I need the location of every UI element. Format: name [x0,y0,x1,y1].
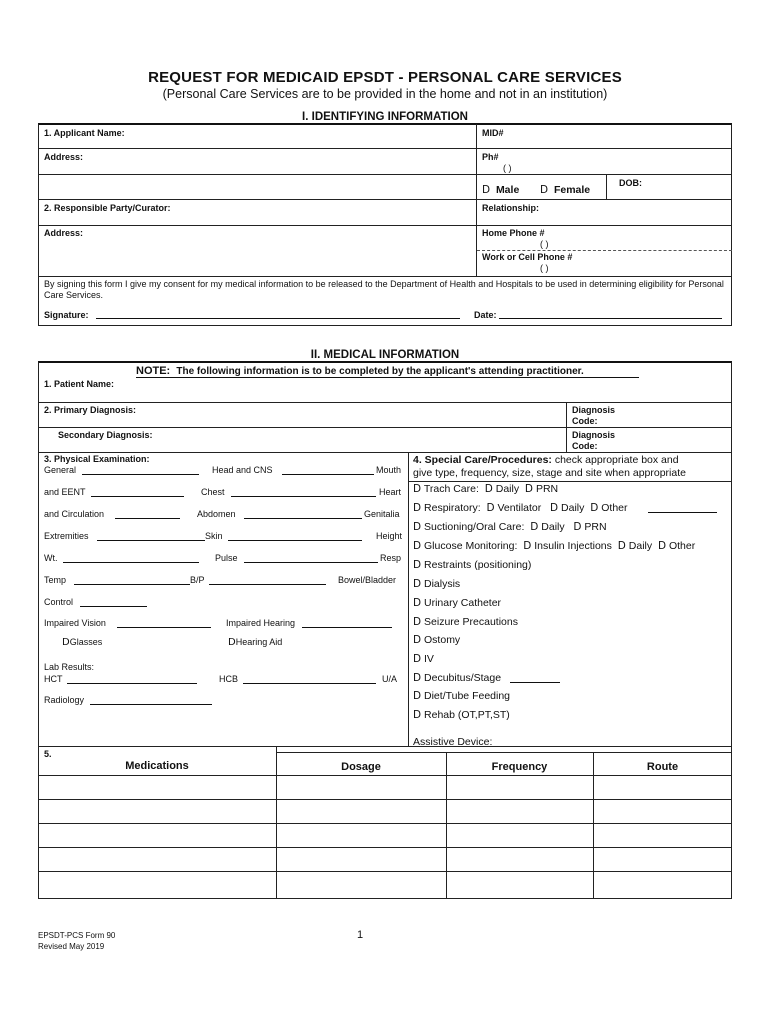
consent-text: By signing this form I give my consent for my medical information to be released to the Department of Health and Hospitals to be used in determining eligibility for Personal Care Services. [44,279,724,300]
suctioning-row[interactable] [413,521,607,533]
impaired-hearing-line[interactable] [302,627,392,628]
checkbox-icon: D [486,502,495,514]
note-underline [136,377,639,378]
checkbox-icon: D [482,184,491,196]
extremities-label: Extremities [44,531,89,541]
special-care-instr-2: give type, frequency, size, stage and site when appropriate [413,467,686,479]
checkbox-icon: D [413,653,422,665]
assistive-device-label: Assistive Device: [413,736,493,748]
section-medical-heading: II. MEDICAL INFORMATION [310,349,460,361]
extremities-line[interactable] [97,540,205,541]
other-label: Other [668,540,696,552]
head-cns-line[interactable] [282,474,374,475]
checkbox-icon: D [413,521,422,533]
home-phone-parens: ( ) [540,239,549,249]
abdomen-line[interactable] [244,518,362,519]
bp-line[interactable] [209,584,326,585]
suctioning-label: Suctioning/Oral Care: [424,521,525,533]
ua-label: U/A [382,674,398,684]
checkbox-icon: D [413,616,422,628]
bowel-label: Bowel/Bladder [338,575,397,585]
control-label: Control [44,597,74,607]
prn-label: PRN [535,483,559,495]
hct-line[interactable] [67,683,197,684]
checkbox-icon: D [62,637,70,648]
decubitus-row[interactable] [413,672,501,684]
other-label: Other [601,502,628,514]
decubitus-label: Decubitus/Stage [424,672,502,684]
divider [38,427,732,428]
col-header-medications: Medications [125,760,189,772]
checkbox-icon: D [590,502,599,514]
checkbox-icon: D [524,483,534,495]
urinary-label: Urinary Catheter [424,597,502,609]
daily-label: Daily [495,483,520,495]
footer-form: EPSDT-PCS Form 90 [38,931,116,940]
divider [38,452,732,453]
glucose-row[interactable] [413,540,695,552]
checkbox-icon: D [523,540,532,552]
checkbox-icon: D [484,483,493,495]
divider [38,402,732,403]
chest-label: Chest [201,487,225,497]
hcb-line[interactable] [243,683,376,684]
secondary-diagnosis-label: Secondary Diagnosis: [58,430,153,440]
abdomen-label: Abdomen [197,509,236,519]
eent-label: and EENT [44,487,86,497]
skin-line[interactable] [228,540,362,541]
impaired-hearing-label: Impaired Hearing [226,618,296,628]
medications-number: 5. [44,749,52,759]
divider [38,225,732,226]
ostomy-label: Ostomy [424,634,461,646]
urinary-row[interactable] [413,597,501,609]
form-title: REQUEST FOR MEDICAID EPSDT - PERSONAL CARE SERVICES [148,69,622,86]
ostomy-row[interactable] [413,634,460,646]
table-row[interactable] [39,824,731,847]
special-care-instr: check appropriate box and [554,454,679,466]
rehab-label: Rehab (OT,PT,ST) [424,709,510,721]
checkbox-icon: D [413,672,422,684]
diet-label: Diet/Tube Feeding [424,690,511,702]
divider [38,199,732,200]
wt-line[interactable] [63,562,199,563]
circulation-line[interactable] [115,518,180,519]
impaired-vision-line[interactable] [117,627,211,628]
dob-divider [606,175,607,199]
checkbox-icon: D [550,502,559,514]
divider [38,276,732,277]
ventilator-label: Ventilator [497,502,542,514]
eent-line[interactable] [91,496,184,497]
heart-label: Heart [379,487,402,497]
diagnosis-code-2-code: Code: [572,441,598,451]
identifying-divider [476,124,477,276]
divider [276,752,732,753]
ph-label: Ph# [482,152,499,162]
diagnosis-code-1 [572,405,615,427]
diagnosis-code-1-code: Code: [572,416,598,426]
glucose-label: Glucose Monitoring: [424,540,518,552]
radiology-line[interactable] [90,704,212,705]
mouth-label: Mouth [376,465,402,475]
diagnosis-code-2 [572,430,615,452]
respiratory-other-line[interactable] [648,512,717,513]
impaired-vision-label: Impaired Vision [44,618,106,628]
hearing-aid-label: Hearing Aid [235,637,283,647]
primary-diagnosis-label: 2. Primary Diagnosis: [44,405,137,415]
checkbox-icon: D [413,709,422,721]
lab-results-label: Lab Results: [44,662,95,672]
patient-name-label: 1. Patient Name: [44,379,115,389]
checkbox-icon: D [573,521,582,533]
glasses-checkbox[interactable] [62,637,102,648]
checkbox-icon: D [413,559,422,571]
hearing-aid-checkbox[interactable] [228,637,282,648]
col-header-dosage: Dosage [341,761,381,773]
female-checkbox[interactable] [540,184,590,196]
bp-label: B/P [190,575,205,585]
date-label: Date: [474,310,497,320]
daily-label: Daily [541,521,565,533]
date-line[interactable] [499,318,722,319]
checkbox-icon: D [413,540,422,552]
checkbox-icon: D [413,502,422,514]
temp-line[interactable] [74,584,190,585]
checkbox-icon: D [413,597,422,609]
diagnosis-code-2-label: Diagnosis [572,430,616,440]
physical-exam-heading: 3. Physical Examination: [44,454,150,464]
respiratory-label: Respiratory: [424,502,481,514]
checkbox-icon: D [413,578,422,590]
decubitus-line[interactable] [510,682,560,683]
ph-parens: ( ) [503,163,512,173]
hcb-label: HCB [219,674,239,684]
table-row[interactable] [39,872,731,898]
wt-label: Wt. [44,553,58,563]
special-care-title: 4. Special Care/Procedures: [413,454,552,466]
footer-form-info [38,930,115,952]
female-label: Female [553,184,591,196]
male-label: Male [495,184,520,196]
table-row[interactable] [39,800,731,823]
note-label: NOTE: [136,365,171,377]
responsible-party-label: 2. Responsible Party/Curator: [44,203,171,213]
restraints-label: Restraints (positioning) [424,559,532,571]
chest-line[interactable] [231,496,376,497]
dialysis-label: Dialysis [424,578,461,590]
resp-label: Resp [380,553,402,563]
hct-label: HCT [44,674,63,684]
pulse-label: Pulse [215,553,238,563]
trach-care-label: Trach Care: [423,483,479,495]
seizure-label: Seizure Precautions [424,616,518,628]
work-phone-label: Work or Cell Phone # [482,252,573,262]
temp-label: Temp [44,575,67,585]
table-row[interactable] [39,776,731,799]
insulin-label: Insulin Injections [534,540,612,552]
special-care-heading [413,454,729,480]
daily-label: Daily [628,540,653,552]
divider [38,746,732,747]
checkbox-icon: D [617,540,626,552]
respiratory-row[interactable] [413,502,628,514]
work-phone-parens: ( ) [540,263,549,273]
address2-label: Address: [44,228,84,238]
form-subtitle: (Personal Care Services are to be provided in the home and not in an institution) [162,87,608,101]
note-text: The following information is to be completed by the applicant's attending practitioner. [176,366,584,377]
applicant-name-label: 1. Applicant Name: [44,128,125,138]
divider [477,250,732,251]
checkbox-icon: D [657,540,667,552]
signature-line[interactable] [96,318,460,319]
checkbox-icon: D [540,184,549,196]
page-number: 1 [357,929,364,941]
mid-label: MID# [482,128,504,138]
checkbox-icon: D [228,637,236,648]
height-label: Height [376,531,403,541]
circulation-label: and Circulation [44,509,105,519]
prn-label: PRN [584,521,607,533]
dialysis-row[interactable] [413,578,460,590]
restraints-row[interactable] [413,559,531,571]
exam-divider [408,452,409,746]
general-label: General [44,465,77,475]
iv-label: IV [424,653,434,665]
signature-label: Signature: [44,310,89,320]
dob-label: DOB: [619,178,642,188]
head-cns-label: Head and CNS [212,465,273,475]
diet-row[interactable] [413,690,510,702]
address-label: Address: [44,152,84,162]
col-header-frequency: Frequency [491,761,548,773]
divider [38,174,732,175]
seizure-row[interactable] [413,616,518,628]
diagnosis-code-1-label: Diagnosis [572,405,616,415]
genitalia-label: Genitalia [364,509,400,519]
table-row[interactable] [39,848,731,871]
section-identifying-heading: I. IDENTIFYING INFORMATION [302,111,468,123]
daily-label: Daily [561,502,585,514]
general-line[interactable] [82,474,199,475]
pulse-line[interactable] [244,562,378,563]
divider [409,481,732,482]
radiology-label: Radiology [44,695,85,705]
note-line [136,365,584,377]
checkbox-icon: D [530,521,539,533]
checkbox-icon: D [413,690,422,702]
checkbox-icon: D [413,634,422,646]
trach-care-row[interactable] [413,483,558,495]
glasses-label: Glasses [69,637,103,647]
footer-revised: Revised May 2019 [38,942,105,951]
home-phone-label: Home Phone # [482,228,545,238]
col-header-route: Route [646,761,679,773]
relationship-label: Relationship: [482,203,540,213]
control-line[interactable] [80,606,147,607]
skin-label: Skin [205,531,223,541]
divider [38,148,732,149]
rehab-row[interactable] [413,709,510,721]
male-checkbox[interactable] [482,184,519,196]
iv-row[interactable] [413,653,434,665]
checkbox-icon: D [413,483,422,495]
